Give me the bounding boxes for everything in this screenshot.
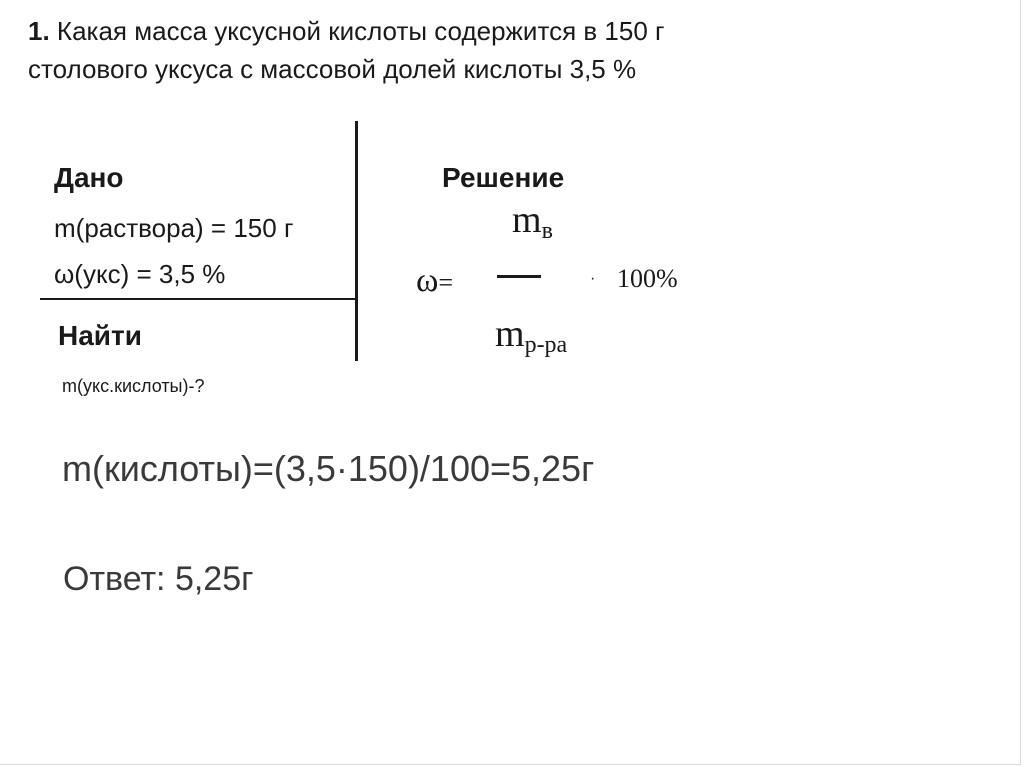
given-heading: Дано: [54, 162, 124, 193]
multiply-dot: ·: [590, 270, 596, 287]
numerator-symbol: m: [512, 199, 542, 241]
equals-sign: =: [438, 268, 454, 297]
problem-number: 1.: [28, 16, 50, 46]
denominator-symbol: m: [495, 313, 525, 355]
divider-vertical: [355, 121, 358, 361]
formula-numerator: [512, 198, 553, 242]
formula-denominator: [495, 312, 567, 356]
formula-multiplier: 100%: [617, 264, 678, 293]
problem-text-line-2: столового уксуса с массовой долей кислоты 3,5 %: [28, 54, 637, 84]
omega-symbol: ω: [416, 262, 439, 299]
find-item: m(укс.кислоты)-?: [62, 376, 205, 396]
denominator-subscript: р-ра: [524, 332, 568, 358]
find-heading: Найти: [58, 320, 142, 351]
divider-horizontal: [40, 298, 358, 300]
problem-statement: [28, 12, 665, 88]
answer-line: Ответ: 5,25г: [63, 560, 254, 598]
given-item-mass: m(раствора) = 150 г: [54, 213, 294, 243]
solution-heading: Решение: [442, 162, 565, 193]
numerator-subscript: в: [541, 218, 553, 244]
calculation-line: m(кислоты)=(3,5·150)/100=5,25г: [62, 448, 595, 489]
problem-text-line-1: Какая масса уксусной кислоты содержится в 150 г: [56, 16, 665, 46]
given-item-fraction: ω(укс) = 3,5 %: [54, 259, 226, 289]
formula-lhs: [416, 262, 453, 300]
fraction-bar: [497, 275, 541, 278]
problem-line-1: [28, 12, 665, 50]
